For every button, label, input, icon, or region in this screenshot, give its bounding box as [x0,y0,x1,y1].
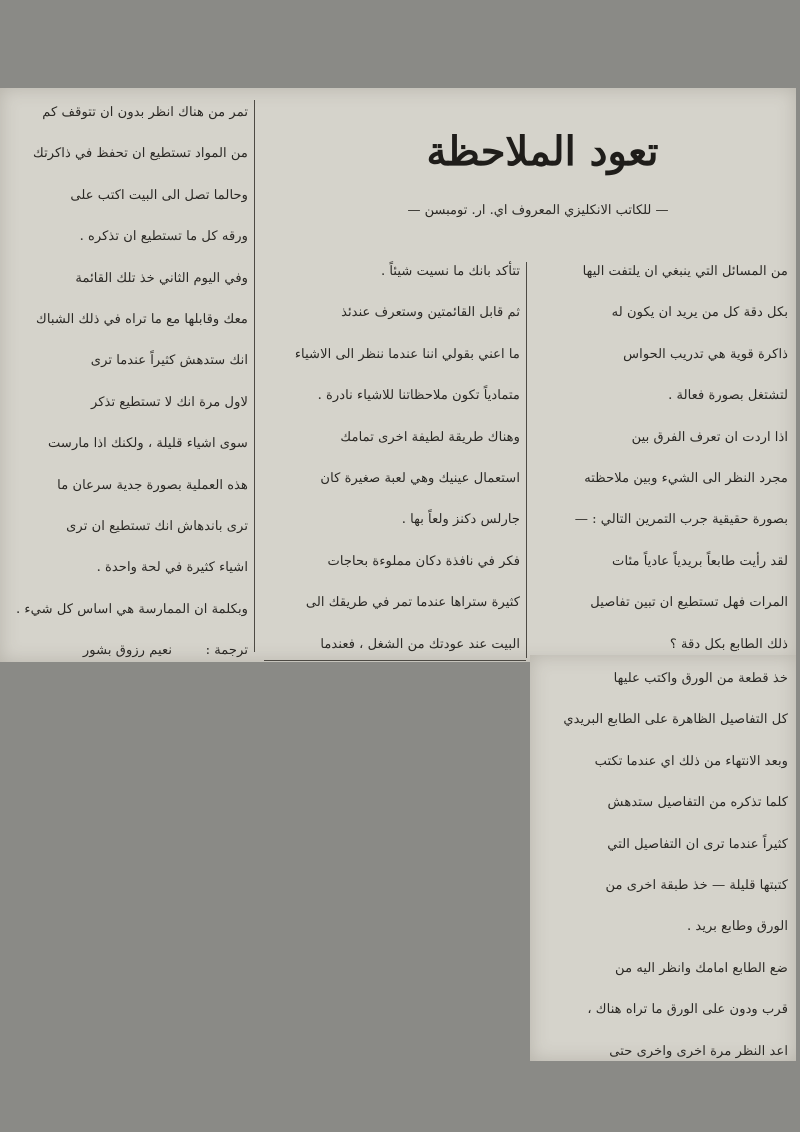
text-line: تتأكد بانك ما نسيت شيئاً . [381,264,520,279]
text-line: ورقه كل ما تستطيع ان تذكره . [79,229,248,245]
text-line: ما اعني بقولي اننا عندما ننظر الى الاشياء [294,346,520,362]
text-line: ترى باندهاش انك تستطيع ان ترى [66,519,248,535]
text-line: ذلك الطابع بكل دقة ؟ [669,636,788,652]
text-line: متمادياً تكون ملاحظاتنا للاشياء نادرة . [317,388,520,404]
column-left [6,92,248,672]
text-line: وبعد الانتهاء من ذلك اي عندما تكتب [594,753,788,769]
text-line: كثيراً عندما ترى ان التفاصيل التي [607,836,788,852]
text-line: ضع الطابع امامك وانظر اليه من [615,960,788,976]
translator-credit: ترجمة : نعيم رزوق بشور [82,643,248,659]
column-divider-right [526,262,527,658]
column-divider-left [254,100,255,652]
text-line: بكل دقة كل من يريد ان يكون له [611,305,788,321]
text-line: لتشتغل بصورة فعالة . [668,388,788,404]
text-line: كل التفاصيل الظاهرة على الطابع البريدي [563,712,788,728]
text-line: هذه العملية بصورة جدية سرعان ما [57,477,248,493]
text-line: اشياء كثيرة في لحة واحدة . [96,560,248,576]
text-line: وفي اليوم الثاني خذ تلك القائمة [75,270,248,286]
text-line: من المواد تستطيع ان تحفظ في ذاكرتك [32,146,248,162]
text-line: الورق وطابع بريد . [687,919,788,935]
text-line: جارلس دكنز ولعاً بها . [401,512,520,528]
text-line: فكر في نافذة دكان مملوءة بحاجات [327,553,520,569]
article-title: تعود الملاحظة [426,128,659,175]
text-line: وبكلمة ان الممارسة هي اساس كل شيء . [16,601,248,617]
text-line: من المسائل التي ينبغي ان يلتفت اليها [582,264,788,279]
text-line: انك ستدهش كثيراً عندما ترى [90,353,248,369]
article-byline: — للكاتب الانكليزي المعروف اي. ار. تومبسن — [407,203,669,218]
column-continuation [536,658,788,1072]
column-middle [264,251,520,665]
text-line: مجرد النظر الى الشيء وبين ملاحظته [584,471,788,487]
text-line: سوى اشياء قليلة ، ولكنك اذا مارست [47,436,248,452]
text-line: البيت عند عودتك من الشغل ، فعندما [320,636,520,652]
text-line: وهناك طريقة لطيفة اخرى تمامك [340,429,520,445]
text-line: كتبتها قليلة — خذ طبقة اخرى من [605,878,788,894]
text-line: اعد النظر مرة اخرى واخرى حتى [609,1043,788,1059]
text-line: وحالما تصل الى البيت اكتب على [70,187,248,203]
text-line: ذاكرة قوية هي تدريب الحواس [623,346,788,362]
text-line: استعمال عينيك وهي لعبة صغيرة كان [320,471,520,487]
text-line: معك وقابلها مع ما تراه في ذلك الشباك [35,312,248,328]
text-line: قرب ودون على الورق ما تراه هناك ، [587,1002,788,1018]
text-line: كثيرة ستراها عندما تمر في طريقك الى [305,595,520,611]
text-line: لاول مرة انك لا تستطيع تذكر [90,394,248,410]
text-line: ثم قابل القائمتين وستعرف عندئذ [341,305,520,321]
column-right [536,251,788,665]
text-line: المرات فهل تستطيع ان تبين تفاصيل [590,595,788,611]
text-line: بصورة حقيقية جرب التمرين التالي : — [574,512,788,528]
text-line: لقد رأيت طابعاً بريدياً عادياً مئات [612,553,788,569]
text-line: تمر من هناك انظر بدون ان تتوقف كم [42,105,248,120]
text-line: اذا اردت ان تعرف الفرق بين [631,429,788,445]
text-line: كلما تذكره من التفاصيل ستدهش [607,795,788,811]
text-line: خذ قطعة من الورق واكتب عليها [613,671,788,686]
